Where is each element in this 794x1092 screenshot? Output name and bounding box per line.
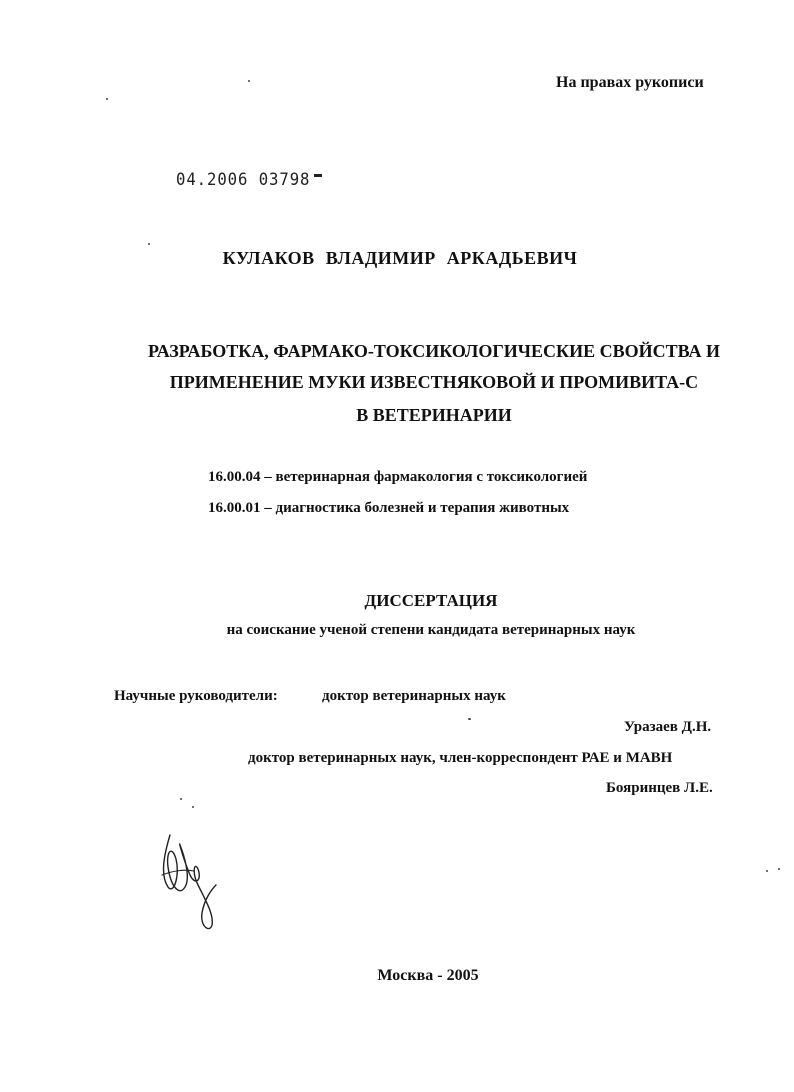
title-line-2: ПРИМЕНЕНИЕ МУКИ ИЗВЕСТНЯКОВОЙ И ПРОМИВИТА-С xyxy=(169,372,699,392)
supervisor-2-degree: доктор ветеринарных наук, член-корреспондент РАЕ и МАВН xyxy=(248,750,673,766)
specialty-2: 16.00.01 – диагностика болезней и терапия животных xyxy=(208,500,570,516)
scan-speck xyxy=(468,718,471,720)
scan-speck xyxy=(106,98,108,100)
title-line-3: В ВЕТЕРИНАРИИ xyxy=(356,405,512,425)
specialty-1: 16.00.04 – ветеринарная фармакология с токсикологией xyxy=(208,469,588,485)
scan-speck xyxy=(248,80,250,82)
degree-statement: на соискание ученой степени кандидата ветеринарных наук xyxy=(226,622,636,638)
scan-speck xyxy=(148,243,150,245)
rights-notice: На правах рукописи xyxy=(556,74,704,91)
author-first-name: ВЛАДИМИР xyxy=(325,248,436,268)
document-type-heading: ДИССЕРТАЦИЯ xyxy=(364,591,498,610)
supervisor-1-degree: доктор ветеринарных наук xyxy=(322,688,506,704)
handwritten-signature xyxy=(150,815,230,935)
stamp-mark xyxy=(314,174,322,177)
scan-speck xyxy=(180,798,182,800)
author-surname: КУЛАКОВ xyxy=(222,248,315,268)
author-patronymic: АРКАДЬЕВИЧ xyxy=(446,248,578,268)
supervisor-2-name: Бояринцев Л.Е. xyxy=(606,780,713,796)
supervisor-1-name: Уразаев Д.Н. xyxy=(624,719,712,735)
scan-speck xyxy=(766,870,768,872)
scan-speck xyxy=(778,868,780,870)
supervisors-label: Научные руководители: xyxy=(114,688,278,704)
title-line-1: РАЗРАБОТКА, ФАРМАКО-ТОКСИКОЛОГИЧЕСКИЕ СВОЙСТВА И xyxy=(148,341,720,361)
city-and-year: Москва - 2005 xyxy=(377,967,479,984)
author-name xyxy=(0,248,794,269)
library-stamp-number: 04.2006 03798 xyxy=(176,170,311,190)
scan-speck xyxy=(192,806,194,808)
